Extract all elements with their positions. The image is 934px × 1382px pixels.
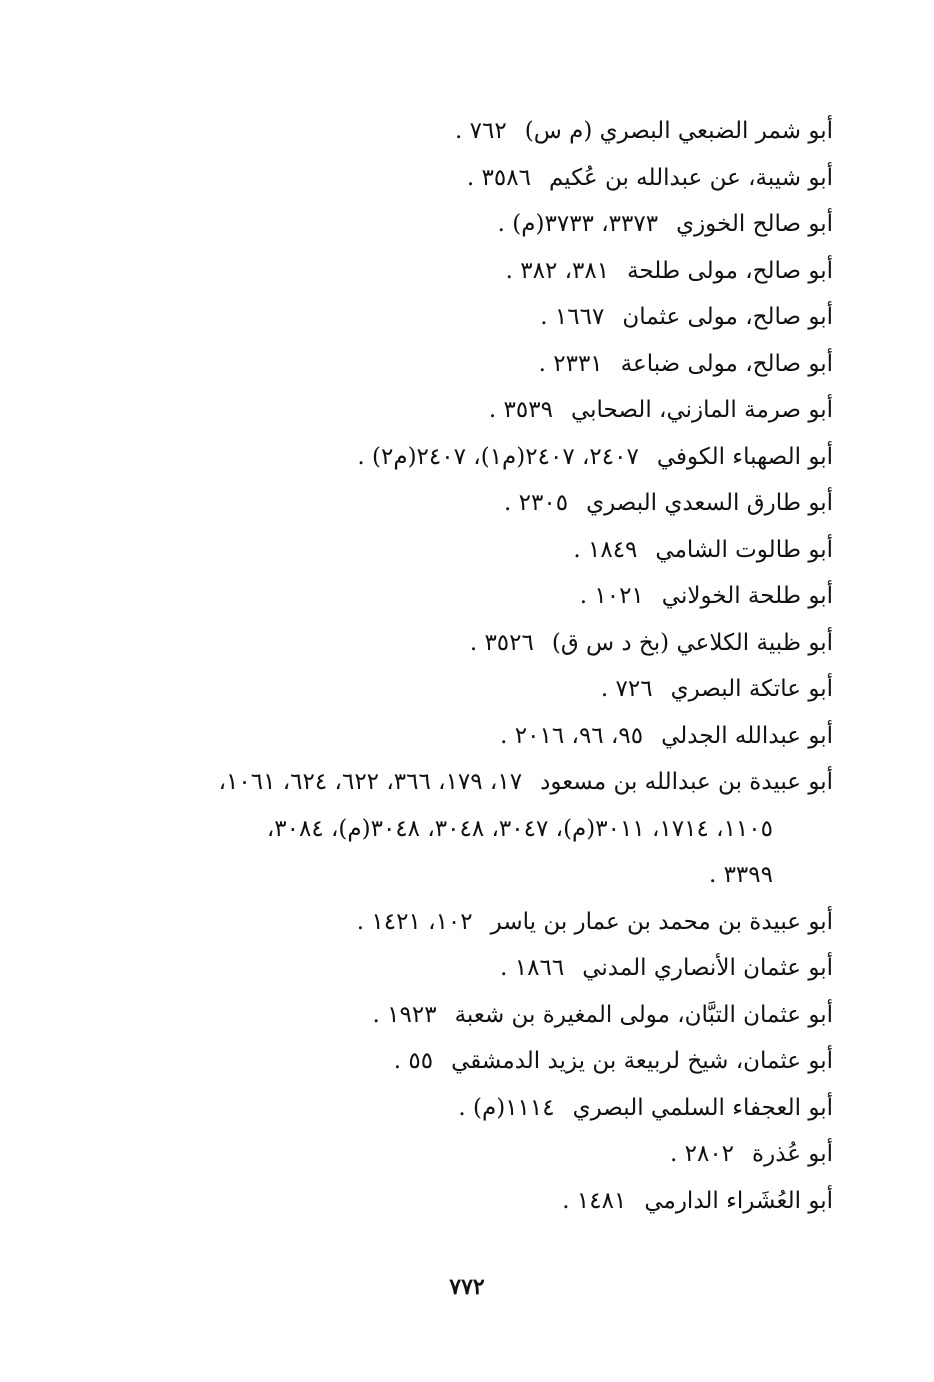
index-entry bbox=[120, 434, 833, 481]
entry-refs: ٣٣٧٣، ٣٧٣٣(م) . bbox=[497, 211, 659, 237]
index-entry bbox=[120, 480, 833, 527]
entry-refs: ٥٥ . bbox=[393, 1048, 434, 1074]
entry-refs: ٣٥٢٦ . bbox=[469, 629, 534, 656]
index-entry bbox=[120, 248, 833, 295]
index-entry bbox=[120, 620, 833, 667]
entry-refs: ١٠٢، ١٤٢١ . bbox=[356, 908, 473, 935]
entry-name: أبو صرمة المازني، الصحابي bbox=[570, 397, 833, 423]
entry-refs: ١٤٨١ . bbox=[562, 1187, 627, 1214]
entry-refs: ٢٨٠٢ . bbox=[670, 1141, 735, 1167]
index-entry bbox=[120, 155, 833, 202]
entry-refs: ١٠٢١ . bbox=[579, 583, 644, 609]
index-entry bbox=[120, 294, 833, 341]
entry-name: أبو طلحة الخولاني bbox=[661, 583, 833, 609]
entry-refs-continued: ٣٣٩٩ . bbox=[708, 862, 773, 888]
entry-refs: ٣٥٨٦ . bbox=[466, 164, 531, 191]
entry-refs: ١١١٤(م) . bbox=[458, 1094, 555, 1121]
entry-name: أبو طالوت الشامي bbox=[655, 536, 833, 563]
index-entry bbox=[120, 1178, 833, 1225]
entry-name: أبو العُشَراء الدارمي bbox=[644, 1187, 833, 1214]
entry-refs: ٢٣٣١ . bbox=[538, 350, 603, 377]
entry-refs: ٣٥٣٩ . bbox=[488, 397, 553, 423]
entry-name: أبو صالح، مولى طلحة bbox=[627, 257, 833, 284]
entry-name: أبو عبيدة بن محمد بن عمار بن ياسر bbox=[490, 908, 833, 935]
entry-refs: ٣٨١، ٣٨٢ . bbox=[505, 257, 610, 284]
entry-name: أبو صالح، مولى ضباعة bbox=[620, 350, 833, 377]
entry-name: أبو شيبة، عن عبدالله بن عُكيم bbox=[548, 164, 833, 191]
entry-refs: ٢٣٠٥ . bbox=[504, 490, 569, 516]
entry-name: أبو عبدالله الجدلي bbox=[661, 722, 833, 749]
entry-name: أبو العجفاء السلمي البصري bbox=[572, 1094, 833, 1121]
entry-refs: ١٦٦٧ . bbox=[540, 304, 605, 330]
entry-refs: ١٨٦٦ . bbox=[500, 955, 565, 981]
entry-name: أبو عبيدة بن عبدالله بن مسعود bbox=[540, 769, 833, 795]
entry-refs: ٧٢٦ . bbox=[600, 676, 653, 702]
entry-name: أبو عثمان التبَّان، مولى المغيرة بن شعبة bbox=[454, 1001, 833, 1028]
entry-refs: ١٩٢٣ . bbox=[372, 1001, 437, 1028]
index-entry bbox=[120, 945, 833, 992]
index-entry bbox=[120, 713, 833, 760]
index-entry bbox=[120, 899, 833, 946]
entry-name: أبو طارق السعدي البصري bbox=[586, 490, 833, 516]
entry-refs: ٧٦٢ . bbox=[455, 118, 507, 144]
entry-name: أبو عُذرة bbox=[752, 1141, 833, 1167]
index-entry bbox=[120, 201, 833, 248]
entry-name: أبو شمر الضبعي البصري (م س) bbox=[524, 118, 833, 144]
index-entry bbox=[120, 527, 833, 574]
index-entry bbox=[120, 341, 833, 388]
index-entry bbox=[120, 992, 833, 1039]
index-entry bbox=[120, 759, 833, 899]
entry-refs: ٩٥، ٩٦، ٢٠١٦ . bbox=[500, 722, 644, 749]
entry-refs-continued: ١١٠٥، ١٧١٤، ٣٠١١(م)، ٣٠٤٧، ٣٠٤٨، ٣٠٤٨(م)، ٣٠٨٤، bbox=[266, 815, 773, 842]
entry-name: أبو صالح الخوزي bbox=[676, 211, 833, 237]
entry-refs: ٢٤٠٧، ٢٤٠٧(م١)، ٢٤٠٧(م٢) . bbox=[357, 443, 639, 470]
index-entry bbox=[120, 666, 833, 713]
index-entries bbox=[120, 108, 833, 1224]
index-entry bbox=[120, 573, 833, 620]
entry-name: أبو عثمان الأنصاري المدني bbox=[582, 955, 833, 981]
entry-refs: ١٨٤٩ . bbox=[573, 536, 638, 563]
index-entry bbox=[120, 1085, 833, 1132]
index-entry bbox=[120, 1038, 833, 1085]
entry-name: أبو عثمان، شيخ لربيعة بن يزيد الدمشقي bbox=[451, 1048, 833, 1074]
entry-name: أبو صالح، مولى عثمان bbox=[622, 304, 833, 330]
page-number: ٧٧٢ bbox=[449, 1274, 485, 1300]
index-entry bbox=[120, 108, 833, 155]
entry-name: أبو عاتكة البصري bbox=[670, 676, 833, 702]
entry-name: أبو ظبية الكلاعي (بخ د س ق) bbox=[551, 629, 833, 656]
entry-name: أبو الصهباء الكوفي bbox=[656, 443, 833, 470]
entry-refs: ١٧، ١٧٩، ٣٦٦، ٦٢٢، ٦٢٤، ١٠٦١، bbox=[218, 769, 523, 795]
index-entry bbox=[120, 1131, 833, 1178]
index-entry bbox=[120, 387, 833, 434]
